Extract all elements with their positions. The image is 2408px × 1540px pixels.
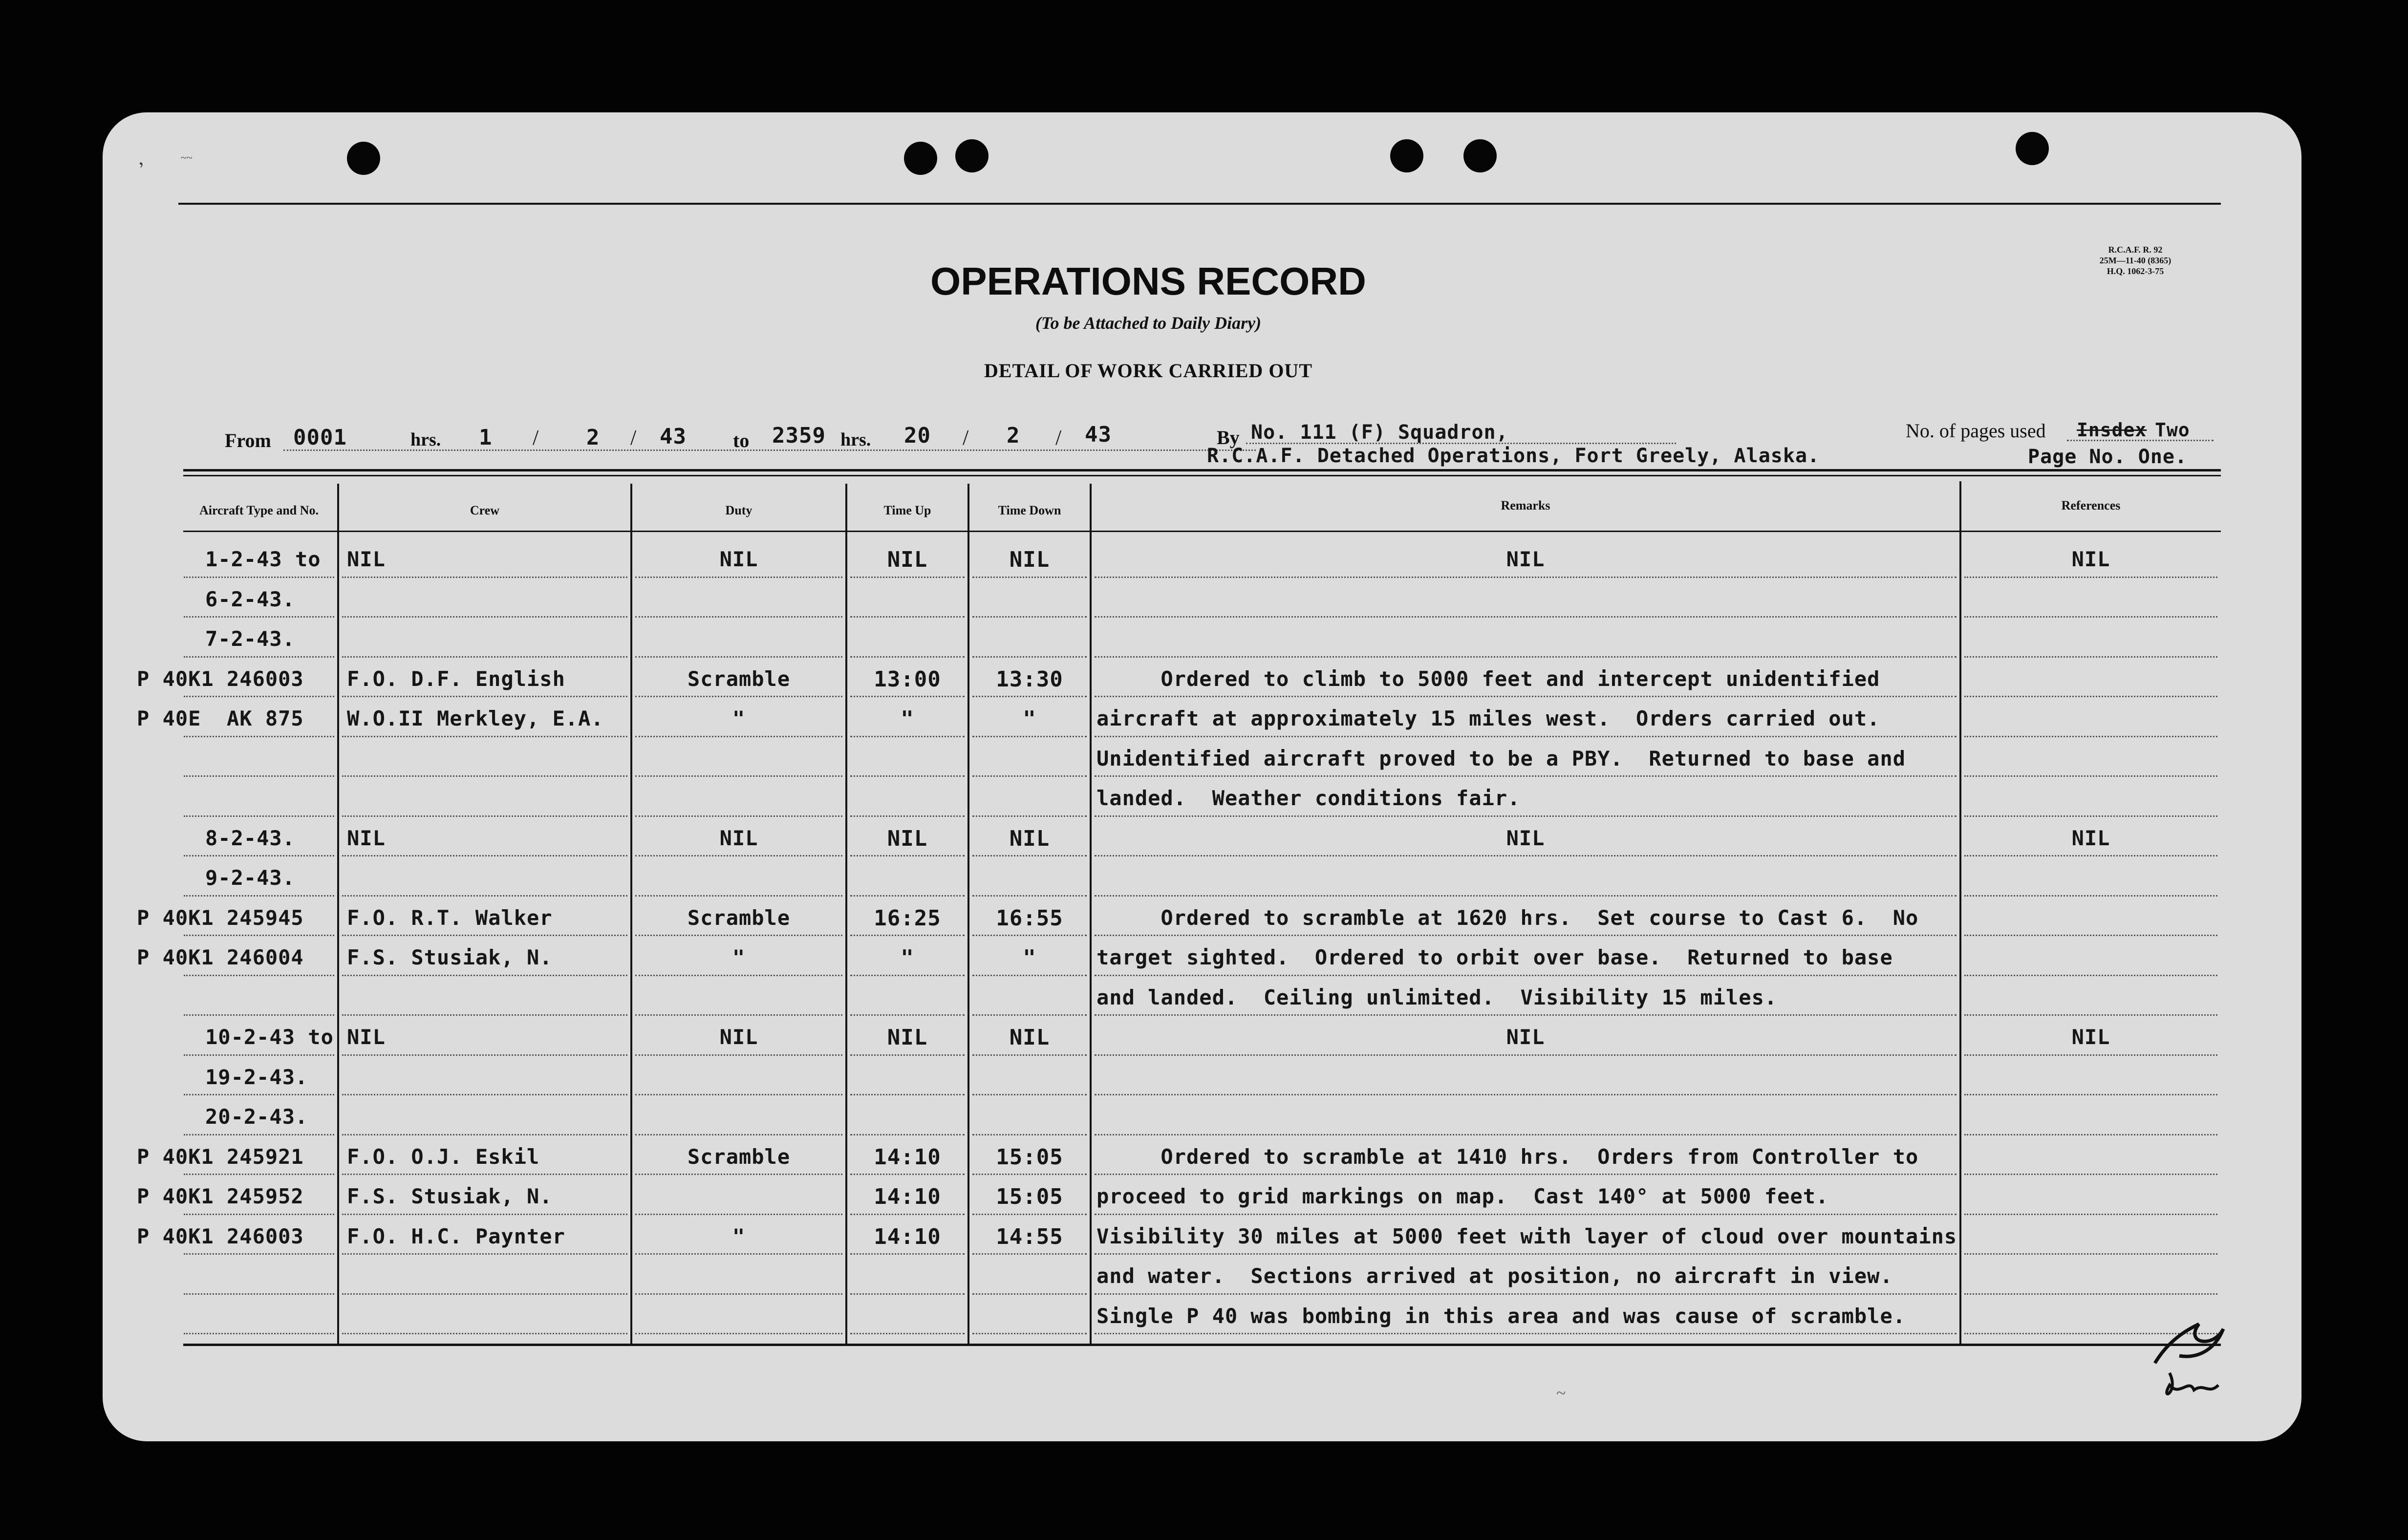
row-rule [850, 895, 965, 897]
row-rule [342, 1174, 627, 1175]
row-rule [1964, 895, 2217, 897]
cell-down: NIL [1009, 1025, 1050, 1050]
row-rule [1095, 616, 1956, 618]
cell-remarks: aircraft at approximately 15 miles west. Orders carried out. [1096, 706, 1880, 730]
row-rule [184, 696, 334, 697]
row-rule [850, 577, 965, 578]
punch-hole [1390, 139, 1423, 172]
col-header-time-up: Time Up [883, 503, 931, 517]
cell-aircraft: P 40K1 246004 [137, 945, 304, 969]
row-rule [1964, 696, 2217, 697]
row-rule [850, 1134, 965, 1135]
row-rule [1095, 1174, 1956, 1175]
row-rule [972, 736, 1087, 737]
col-divider [1090, 484, 1092, 1344]
cell-duty: " [732, 1224, 746, 1248]
cell-crew: F.S. Stusiak, N. [347, 945, 553, 969]
pencil-mark: ~ [1556, 1383, 1566, 1403]
row-rule [1095, 895, 1956, 897]
cell-ref: NIL [2071, 826, 2110, 850]
row-rule [635, 975, 842, 976]
col-header-aircraft: Aircraft Type and No. [199, 503, 319, 517]
row-rule [635, 775, 842, 777]
row-rule [342, 1054, 627, 1056]
row-rule [1095, 815, 1956, 817]
by-label: By [1217, 427, 1240, 449]
row-rule [635, 1094, 842, 1095]
row-rule [342, 775, 627, 777]
row-rule [1964, 1293, 2217, 1295]
cell-crew: NIL [347, 1025, 386, 1049]
to-label: to [733, 429, 750, 451]
slash: / [1055, 426, 1062, 449]
row-rule [850, 1293, 965, 1295]
row-rule [850, 616, 965, 618]
row-rule [850, 935, 965, 936]
cell-ref: NIL [2071, 547, 2110, 571]
row-rule [342, 1333, 627, 1334]
cell-duty: Scramble [687, 905, 791, 930]
cell-down: 15:05 [996, 1184, 1063, 1209]
table-top-rule [183, 469, 2221, 471]
cell-crew: F.O. R.T. Walker [347, 905, 553, 930]
row-rule [1095, 696, 1956, 697]
punch-hole [2016, 132, 2049, 165]
col-header-duty: Duty [725, 503, 752, 517]
row-rule [1095, 1134, 1956, 1135]
cell-remarks: NIL [1506, 1025, 1545, 1049]
row-rule [1095, 736, 1956, 737]
row-rule [635, 1293, 842, 1295]
row-rule [342, 1134, 627, 1135]
row-rule [342, 895, 627, 897]
row-rule [635, 935, 842, 936]
row-rule [850, 696, 965, 697]
row-rule [1095, 1253, 1956, 1255]
row-rule [972, 815, 1087, 817]
row-rule [184, 656, 334, 658]
cell-aircraft: 20-2-43. [205, 1105, 308, 1129]
to-month: 2 [1007, 423, 1020, 448]
row-rule [184, 975, 334, 976]
col-header-remarks: Remarks [1501, 498, 1550, 513]
cell-aircraft: 1-2-43 to [205, 547, 321, 571]
cell-ref: NIL [2071, 1025, 2110, 1049]
row-rule [850, 1214, 965, 1215]
form-code-line: R.C.A.F. R. 92 [2108, 245, 2163, 255]
row-rule [972, 1134, 1087, 1135]
row-rule [1095, 1214, 1956, 1215]
cell-remarks: NIL [1506, 547, 1545, 571]
row-rule [635, 616, 842, 618]
row-rule [184, 815, 334, 817]
row-rule [972, 1054, 1087, 1056]
row-rule [635, 577, 842, 578]
cell-duty: NIL [719, 826, 758, 850]
row-rule [972, 1094, 1087, 1095]
cell-remarks: Ordered to scramble at 1410 hrs. Orders from Controller to [1096, 1144, 1919, 1169]
row-rule [1964, 577, 2217, 578]
cell-crew: F.O. O.J. Eskil [347, 1144, 540, 1169]
row-rule [184, 775, 334, 777]
row-rule [635, 1014, 842, 1016]
page-title: OPERATIONS RECORD [930, 259, 1366, 303]
punch-hole [955, 139, 989, 172]
row-rule [635, 736, 842, 737]
unit-location: R.C.A.F. Detached Operations, Fort Greely, Alaska. [1207, 445, 1820, 467]
dotted-underline [2067, 440, 2214, 441]
to-hours: 2359 [772, 423, 826, 448]
row-rule [635, 895, 842, 897]
slash: / [630, 426, 637, 449]
corner-mark: ~~ [181, 151, 193, 164]
row-rule [342, 696, 627, 697]
row-rule [342, 1253, 627, 1255]
pages-struck: Insdex [2077, 419, 2147, 441]
cell-aircraft: 10-2-43 to [205, 1025, 334, 1049]
cell-duty: NIL [719, 1025, 758, 1049]
row-rule [1095, 975, 1956, 976]
cell-up: 14:10 [874, 1144, 941, 1170]
cell-crew: F.O. H.C. Paynter [347, 1224, 565, 1248]
row-rule [1964, 616, 2217, 618]
slash: / [533, 426, 539, 449]
row-rule [972, 1333, 1087, 1334]
header-bottom-rule [183, 531, 2221, 532]
dotted-underline [283, 449, 1256, 451]
col-header-time-down: Time Down [998, 503, 1061, 517]
punch-hole [904, 142, 937, 175]
cell-duty: " [732, 945, 746, 969]
row-rule [1095, 1014, 1956, 1016]
row-rule [972, 855, 1087, 856]
page-number: Page No. One. [2028, 446, 2188, 468]
row-rule [1095, 935, 1956, 936]
row-rule [972, 1293, 1087, 1295]
from-label: From [225, 429, 271, 451]
row-rule [972, 1214, 1087, 1215]
cell-aircraft: P 40K1 246003 [137, 1224, 304, 1248]
row-rule [972, 696, 1087, 697]
cell-remarks: Ordered to scramble at 1620 hrs. Set course to Cast 6. No [1096, 905, 1919, 930]
cell-duty: " [732, 706, 746, 730]
row-rule [972, 1253, 1087, 1255]
row-rule [342, 656, 627, 658]
row-rule [850, 775, 965, 777]
row-rule [1964, 1054, 2217, 1056]
cell-duty: Scramble [687, 1144, 791, 1169]
row-rule [635, 815, 842, 817]
row-rule [635, 696, 842, 697]
row-rule [850, 1054, 965, 1056]
row-rule [1964, 855, 2217, 856]
cell-down: 14:55 [996, 1224, 1063, 1249]
row-rule [184, 855, 334, 856]
row-rule [184, 895, 334, 897]
row-rule [1964, 1174, 2217, 1175]
detail-heading: DETAIL OF WORK CARRIED OUT [984, 360, 1312, 382]
cell-aircraft: P 40K1 245952 [137, 1184, 304, 1208]
row-rule [850, 656, 965, 658]
cell-down: " [1023, 945, 1036, 970]
from-month: 2 [586, 425, 600, 450]
row-rule [342, 975, 627, 976]
row-rule [635, 1253, 842, 1255]
row-rule [972, 935, 1087, 936]
row-rule [184, 1214, 334, 1215]
row-rule [342, 935, 627, 936]
row-rule [1964, 1134, 2217, 1135]
cell-remarks: NIL [1506, 826, 1545, 850]
row-rule [184, 1134, 334, 1135]
row-rule [850, 1174, 965, 1175]
row-rule [972, 616, 1087, 618]
cell-up: 14:10 [874, 1224, 941, 1249]
cell-up: NIL [887, 826, 928, 851]
cell-down: NIL [1009, 826, 1050, 851]
row-rule [342, 1014, 627, 1016]
signature [2140, 1300, 2253, 1412]
row-rule [342, 1293, 627, 1295]
row-rule [850, 975, 965, 976]
row-rule [850, 815, 965, 817]
row-rule [184, 1293, 334, 1295]
row-rule [184, 935, 334, 936]
row-rule [342, 1214, 627, 1215]
row-rule [1095, 577, 1956, 578]
row-rule [972, 577, 1087, 578]
row-rule [972, 1174, 1087, 1175]
cell-remarks: proceed to grid markings on map. Cast 140° at 5000 feet. [1096, 1184, 1829, 1208]
operations-record-card [103, 112, 2301, 1441]
cell-duty: Scramble [687, 666, 791, 691]
from-year: 43 [660, 424, 687, 449]
to-year: 43 [1085, 422, 1112, 447]
cell-remarks: landed. Weather conditions fair. [1096, 786, 1521, 810]
row-rule [1095, 775, 1956, 777]
col-divider [1959, 481, 1961, 1344]
row-rule [1095, 656, 1956, 658]
row-rule [1964, 1014, 2217, 1016]
row-rule [1964, 1094, 2217, 1095]
row-rule [1964, 935, 2217, 936]
row-rule [342, 855, 627, 856]
top-rule [178, 203, 2221, 205]
row-rule [972, 895, 1087, 897]
row-rule [635, 1054, 842, 1056]
corner-mark: , [133, 147, 145, 170]
cell-remarks: and landed. Ceiling unlimited. Visibility 15 miles. [1096, 985, 1778, 1009]
cell-aircraft: P 40K1 246003 [137, 666, 304, 691]
cell-up: 16:25 [874, 905, 941, 931]
cell-down: 13:30 [996, 666, 1063, 692]
from-hours: 0001 [293, 425, 347, 450]
row-rule [850, 1333, 965, 1334]
cell-aircraft: P 40K1 245921 [137, 1144, 304, 1169]
row-rule [972, 1014, 1087, 1016]
row-rule [635, 855, 842, 856]
row-rule [850, 1094, 965, 1095]
from-day: 1 [479, 425, 493, 450]
row-rule [635, 1134, 842, 1135]
row-rule [1964, 775, 2217, 777]
cell-down: 16:55 [996, 905, 1063, 931]
col-divider [337, 484, 339, 1344]
row-rule [1095, 1054, 1956, 1056]
table-top-rule-2 [183, 475, 2221, 476]
cell-aircraft: 6-2-43. [205, 587, 296, 611]
cell-remarks: target sighted. Ordered to orbit over base. Returned to base [1096, 945, 1893, 969]
cell-crew: F.O. D.F. English [347, 666, 565, 691]
cell-down: 15:05 [996, 1144, 1063, 1170]
row-rule [635, 1214, 842, 1215]
pages-label: No. of pages used [1906, 420, 2046, 442]
cell-crew: NIL [347, 826, 386, 850]
cell-remarks: Single P 40 was bombing in this area and was cause of scramble. [1096, 1304, 1906, 1328]
row-rule [635, 1333, 842, 1334]
cell-duty: NIL [719, 547, 758, 571]
cell-up: NIL [887, 1025, 928, 1050]
row-rule [850, 1253, 965, 1255]
row-rule [342, 736, 627, 737]
row-rule [1095, 1094, 1956, 1095]
row-rule [1964, 1214, 2217, 1215]
hrs-label: hrs. [410, 429, 441, 450]
row-rule [184, 1094, 334, 1095]
cell-up: " [901, 945, 914, 970]
row-rule [184, 1014, 334, 1016]
cell-aircraft: 7-2-43. [205, 627, 296, 651]
col-header-crew: Crew [470, 503, 500, 517]
row-rule [342, 1094, 627, 1095]
cell-remarks: and water. Sections arrived at position, no aircraft in view. [1096, 1264, 1893, 1288]
row-rule [1095, 1293, 1956, 1295]
cell-aircraft: 19-2-43. [205, 1065, 308, 1089]
row-rule [184, 1253, 334, 1255]
row-rule [972, 656, 1087, 658]
form-code-line: 25M—11-40 (8365) [2099, 256, 2172, 265]
row-rule [184, 1054, 334, 1056]
cell-aircraft: P 40K1 245945 [137, 905, 304, 930]
row-rule [184, 577, 334, 578]
cell-remarks: Unidentified aircraft proved to be a PBY. Returned to base and [1096, 746, 1906, 770]
row-rule [342, 577, 627, 578]
table-bottom-rule [183, 1344, 2221, 1346]
cell-down: " [1023, 706, 1036, 731]
row-rule [184, 1333, 334, 1334]
row-rule [184, 616, 334, 618]
cell-crew: F.S. Stusiak, N. [347, 1184, 553, 1208]
cell-aircraft: 9-2-43. [205, 866, 296, 890]
punch-hole [347, 142, 380, 175]
form-code [2062, 244, 2209, 277]
row-rule [850, 855, 965, 856]
row-rule [1964, 815, 2217, 817]
row-rule [1964, 656, 2217, 658]
cell-up: NIL [887, 547, 928, 572]
cell-up: 14:10 [874, 1184, 941, 1209]
to-day: 20 [904, 423, 931, 448]
unit-name: No. 111 (F) Squadron, [1251, 421, 1508, 444]
subtitle: (To be Attached to Daily Diary) [1035, 313, 1262, 333]
cell-remarks: Ordered to climb to 5000 feet and intercept unidentified [1096, 666, 1880, 691]
row-rule [184, 736, 334, 737]
cell-crew: W.O.II Merkley, E.A. [347, 706, 604, 730]
cell-up: " [901, 706, 914, 731]
row-rule [635, 1174, 842, 1175]
cell-up: 13:00 [874, 666, 941, 692]
form-code-line: H.Q. 1062-3-75 [2107, 266, 2164, 276]
row-rule [972, 775, 1087, 777]
slash: / [963, 426, 969, 449]
cell-down: NIL [1009, 547, 1050, 572]
row-rule [635, 656, 842, 658]
row-rule [1095, 855, 1956, 856]
cell-aircraft: 8-2-43. [205, 826, 296, 850]
col-header-references: References [2061, 498, 2121, 513]
cell-remarks: Visibility 30 miles at 5000 feet with layer of cloud over mountains [1096, 1224, 1957, 1248]
row-rule [850, 1014, 965, 1016]
row-rule [1964, 975, 2217, 976]
cell-aircraft: P 40E AK 875 [137, 706, 304, 730]
dotted-underline [1246, 443, 1676, 444]
row-rule [342, 616, 627, 618]
row-rule [850, 736, 965, 737]
row-rule [184, 1174, 334, 1175]
pages-value: Two [2155, 419, 2190, 441]
row-rule [1964, 736, 2217, 737]
punch-hole [1463, 139, 1497, 172]
cell-crew: NIL [347, 547, 386, 571]
hrs-label: hrs. [840, 429, 871, 450]
row-rule [1095, 1333, 1956, 1334]
row-rule [972, 975, 1087, 976]
row-rule [342, 815, 627, 817]
row-rule [1964, 1253, 2217, 1255]
